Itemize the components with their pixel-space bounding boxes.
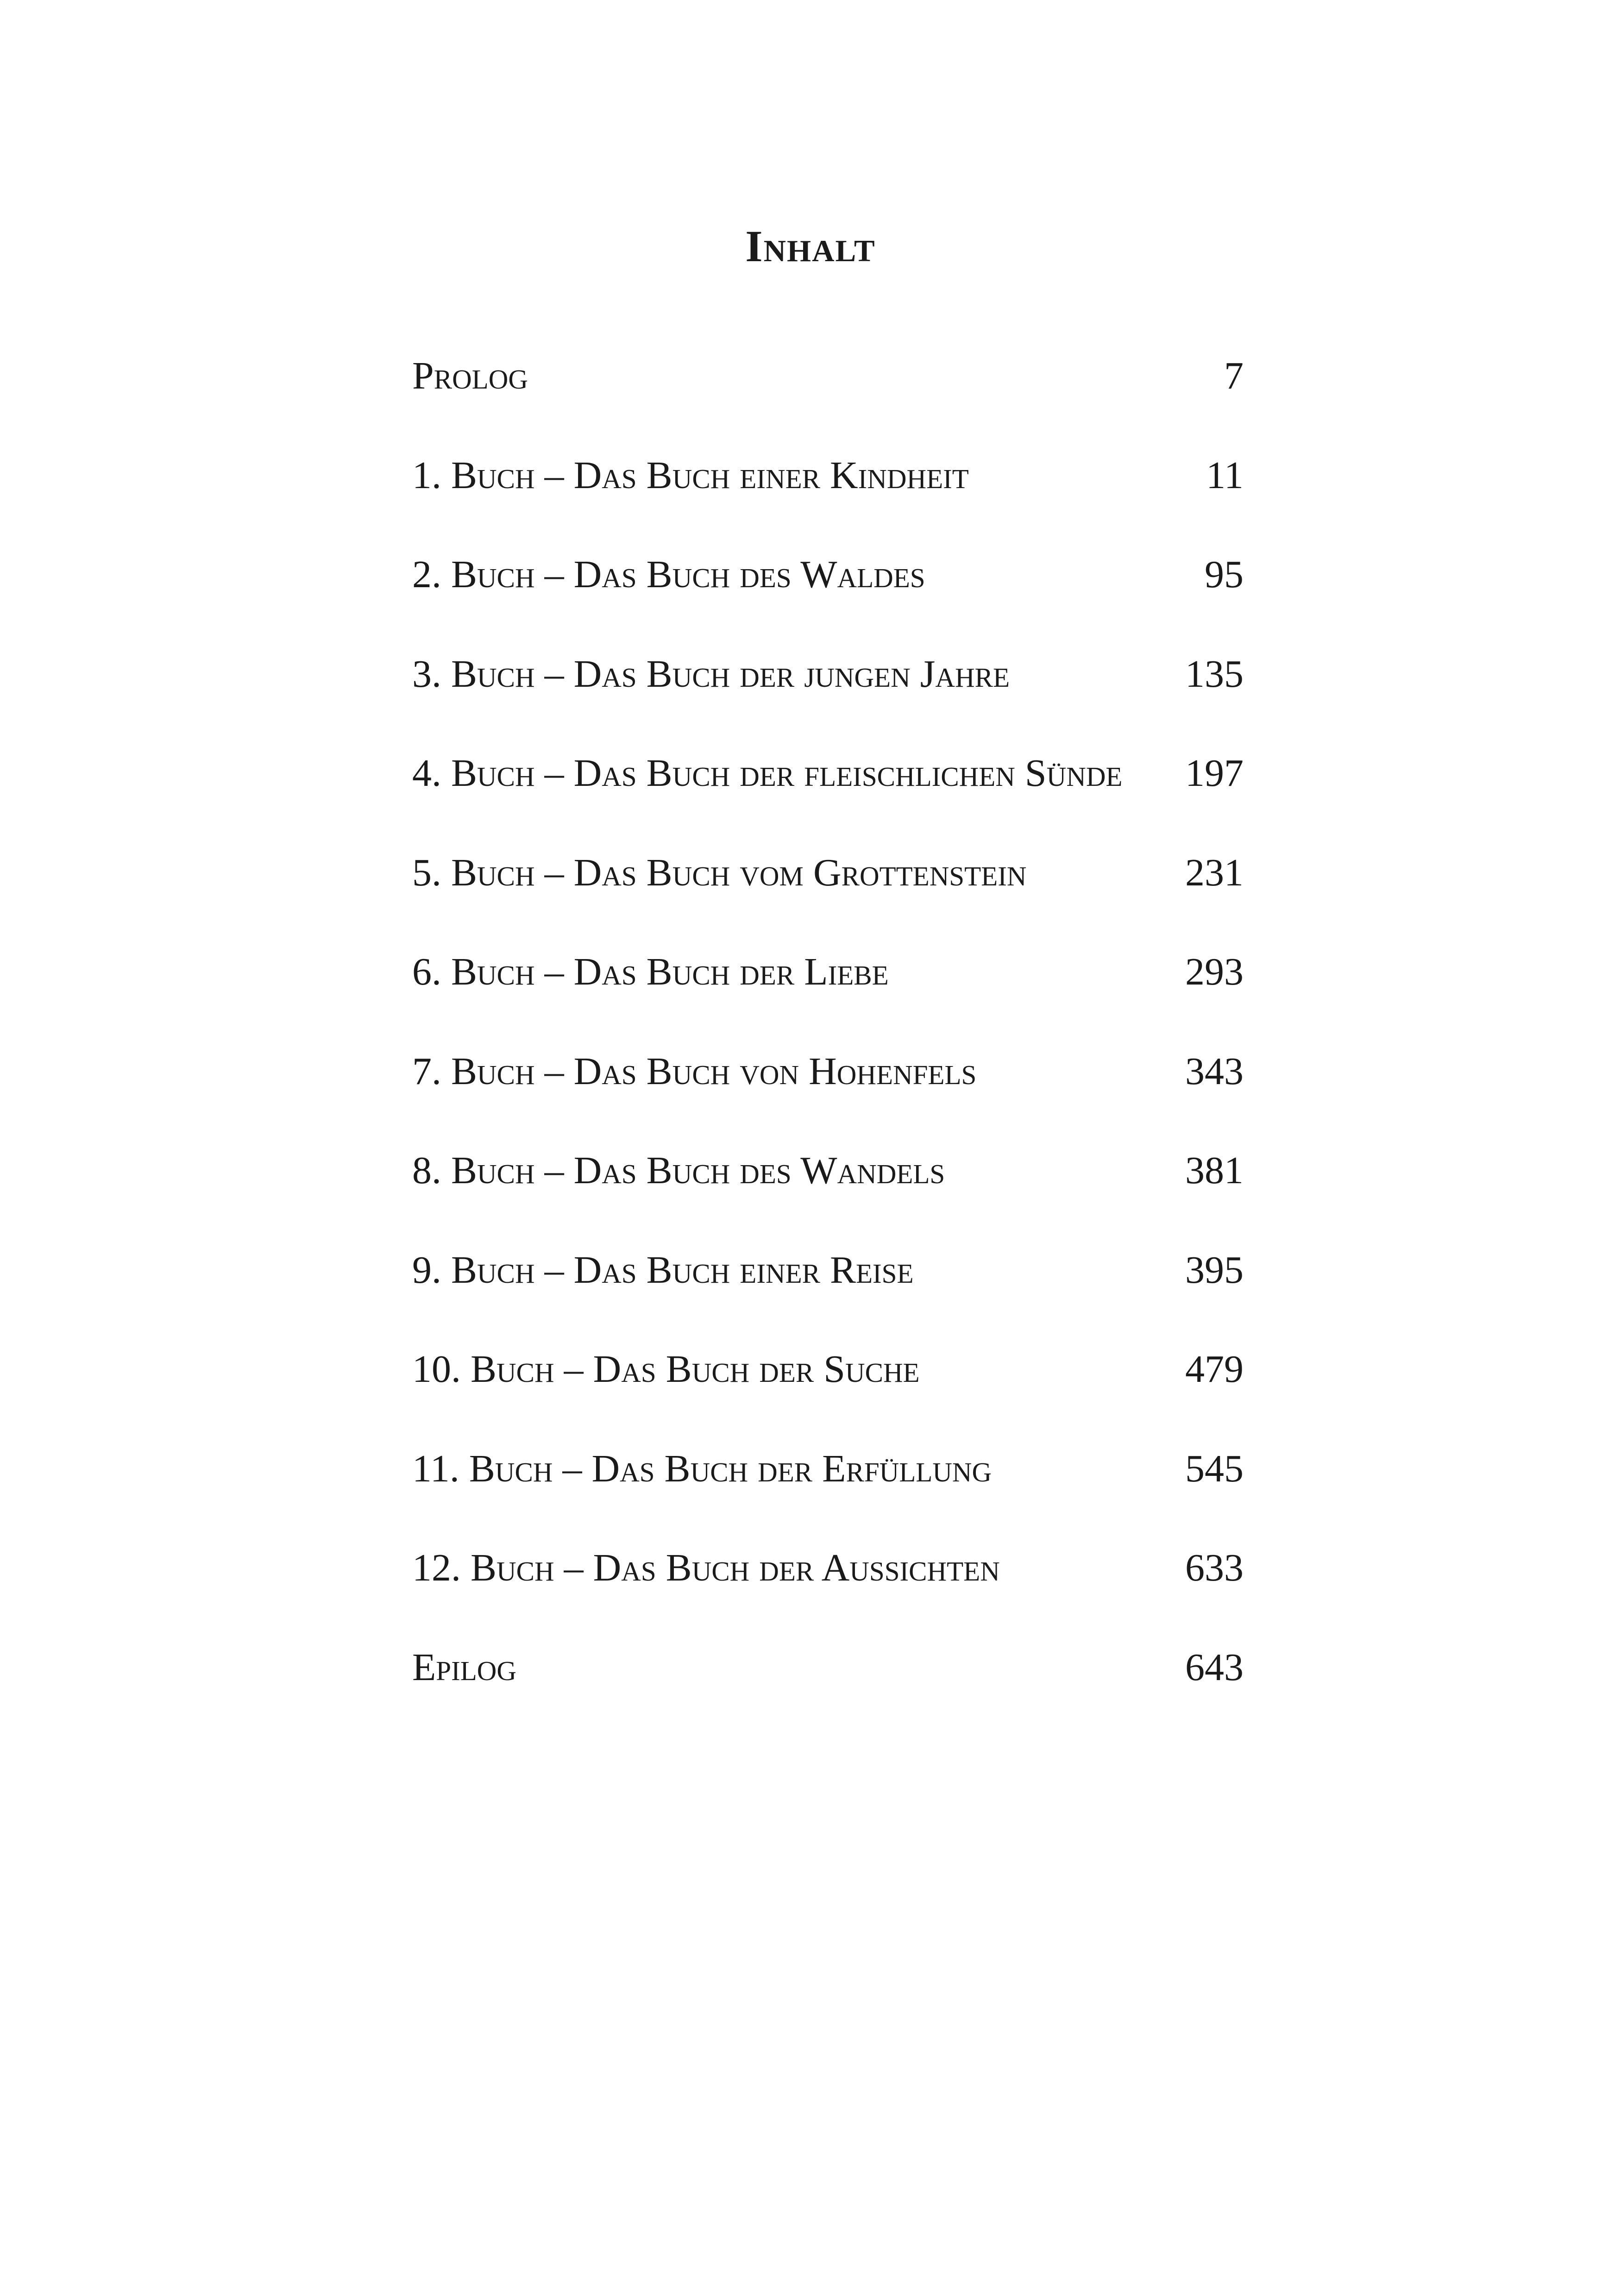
toc-entry-label: 9. Buch – Das Buch einer Reise xyxy=(412,1248,914,1292)
toc-entry-page-number: 545 xyxy=(1185,1447,1244,1490)
toc-entry-book-12 xyxy=(412,1546,1244,1648)
toc-entry-book-11 xyxy=(412,1449,1244,1549)
toc-entry-label: 2. Buch – Das Buch des Waldes xyxy=(412,553,925,596)
toc-entry-page-number: 643 xyxy=(1185,1645,1244,1689)
toc-entry-page-number: 197 xyxy=(1185,752,1244,795)
toc-entry-book-3 xyxy=(412,652,1244,754)
toc-entry-page-number: 7 xyxy=(1224,354,1244,397)
page-title: Inhalt xyxy=(745,221,876,271)
toc-entry-page-number: 343 xyxy=(1185,1049,1244,1093)
toc-entry-label: 4. Buch – Das Buch der fleischlichen Sünde xyxy=(412,752,1123,795)
toc-entry-label: 3. Buch – Das Buch der jungen Jahre xyxy=(412,652,1010,696)
toc-entry-page-number: 231 xyxy=(1185,851,1244,894)
toc-entry-page-number: 479 xyxy=(1185,1348,1244,1391)
toc-entry-book-4 xyxy=(412,754,1244,853)
toc-entry-page-number: 381 xyxy=(1185,1149,1244,1192)
toc-entry-label: 1. Buch – Das Buch einer Kindheit xyxy=(412,453,969,497)
toc-entry-page-number: 95 xyxy=(1205,553,1244,596)
toc-entry-label: 11. Buch – Das Buch der Erfüllung xyxy=(412,1447,992,1490)
toc-entry-page-number: 395 xyxy=(1185,1248,1244,1292)
toc-entry-book-2 xyxy=(412,555,1244,655)
toc-entry-page-number: 293 xyxy=(1185,950,1244,993)
toc-entry-book-1 xyxy=(412,453,1244,556)
toc-entry-label: 6. Buch – Das Buch der Liebe xyxy=(412,950,889,993)
toc-entry-book-5 xyxy=(412,853,1244,953)
toc-entry-label: Epilog xyxy=(412,1645,517,1689)
toc-entry-page-number: 135 xyxy=(1185,652,1244,696)
toc-entry-label: 12. Buch – Das Buch der Aussichten xyxy=(412,1546,1000,1589)
toc-entry-book-7 xyxy=(412,1049,1244,1152)
toc-entry-book-8 xyxy=(412,1151,1244,1251)
toc-entry-label: 5. Buch – Das Buch vom Grottenstein xyxy=(412,851,1027,894)
toc-entry-page-number: 633 xyxy=(1185,1546,1244,1589)
toc-entry-label: 10. Buch – Das Buch der Suche xyxy=(412,1348,920,1391)
toc-entry-prolog xyxy=(412,354,1244,456)
toc-entry-label: Prolog xyxy=(412,354,528,397)
toc-entry-label: 7. Buch – Das Buch von Hohenfels xyxy=(412,1049,977,1093)
toc-entry-page-number: 11 xyxy=(1206,453,1244,497)
toc-entry-book-6 xyxy=(412,950,1244,1052)
toc-entry-epilog xyxy=(412,1645,1244,1748)
toc-entry-book-9 xyxy=(412,1248,1244,1350)
toc-entry-label: 8. Buch – Das Buch des Wandels xyxy=(412,1149,945,1192)
toc-entry-book-10 xyxy=(412,1350,1244,1449)
table-of-contents xyxy=(412,354,1244,1747)
